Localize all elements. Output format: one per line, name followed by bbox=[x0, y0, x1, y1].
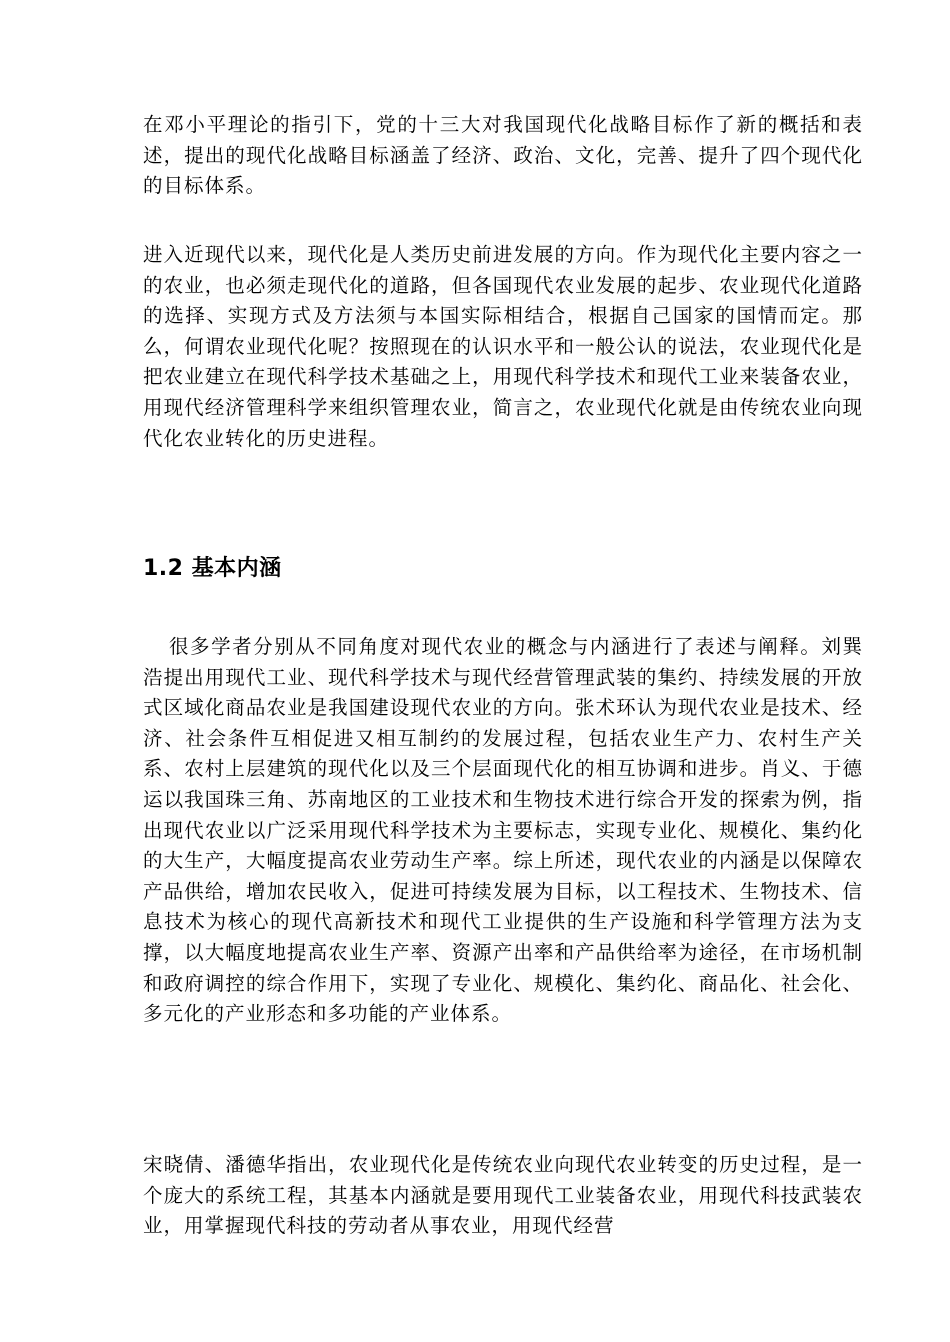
paragraph-scholars-views: 很多学者分别从不同角度对现代农业的概念与内涵进行了表述与阐释。刘巽浩提出用现代工业、现代科学技术与现代经营管理武装的集约、持续发展的开放式区域化商品农业是我国建设现代农业的方向。张术环认为现代农业是技术、经济、社会条件互相促进又相互制约的发展过程，包括农业生产力、农村生产关系、农村上层建筑的现代化以及三个层面现代化的相互协调和进步。肖义、于德运以我国珠三角、苏南地区的工业技术和生物技术进行综合开发的探索为例，指出现代农业以广泛采用现代科学技术为主要标志，实现专业化、规模化、集约化的大生产，大幅度提高农业劳动生产率。综上所述，现代农业的内涵是以保障农产品供给，增加农民收入，促进可持续发展为目标，以工程技术、生物技术、信息技术为核心的现代高新技术和现代工业提供的生产设施和科学管理方法为支撑，以大幅度地提高农业生产率、资源产出率和产品供给率为途径，在市场机制和政府调控的综合作用下，实现了专业化、规模化、集约化、商品化、社会化、多元化的产业形态和多功能的产业体系。 bbox=[143, 635, 863, 1026]
paragraph-modernization-goals: 在邓小平理论的指引下，党的十三大对我国现代化战略目标作了新的概括和表述，提出的现代化战略目标涵盖了经济、政治、文化，完善、提升了四个现代化的目标体系。 bbox=[143, 113, 863, 198]
paragraph-basic-connotation: 宋晓倩、潘德华指出，农业现代化是传统农业向现代农业转变的历史过程，是一个庞大的系统工程，其基本内涵就是要用现代工业装备农业，用现代科技武装农业，用掌握现代科技的劳动者从事农业，用现代经营 bbox=[143, 1153, 863, 1238]
section-heading: 1.2 基本内涵 bbox=[143, 556, 282, 581]
paragraph-agricultural-modernization-definition: 进入近现代以来，现代化是人类历史前进发展的方向。作为现代化主要内容之一的农业，也必须走现代化的道路，但各国现代农业发展的起步、农业现代化道路的选择、实现方式及方法须与本国实际相结合，根据自己国家的国情而定。那么，何谓农业现代化呢？按照现在的认识水平和一般公认的说法，农业现代化是把农业建立在现代科学技术基础之上，用现代科学技术和现代工业来装备农业，用现代经济管理科学来组织管理农业，简言之，农业现代化就是由传统农业向现代化农业转化的历史进程。 bbox=[143, 243, 863, 450]
